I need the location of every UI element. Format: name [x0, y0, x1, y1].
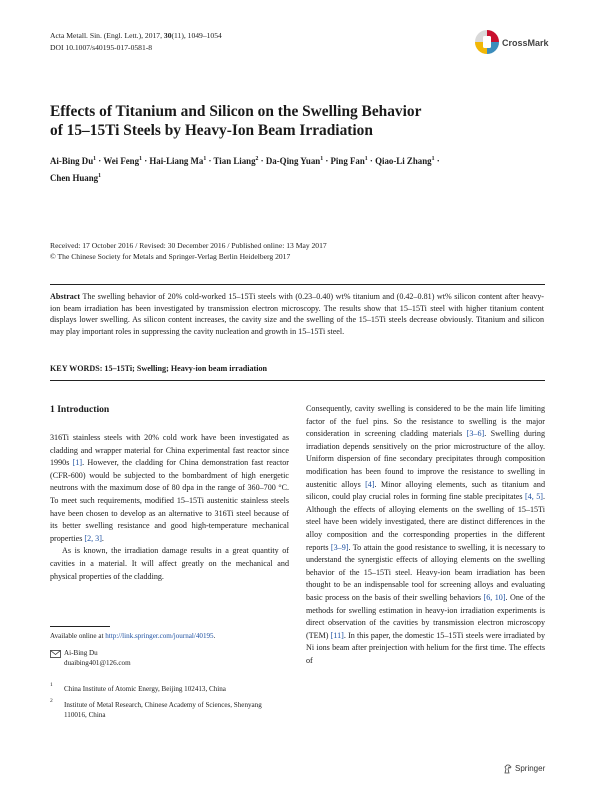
author[interactable]: Ping Fan$^1$ — [330, 155, 368, 166]
keywords: KEY WORDS: 15–15Ti; Swelling; Heavy-ion beam irradiation — [50, 364, 268, 373]
publisher-logo — [503, 764, 545, 774]
available-online: Available online at http://link.springer.com/journal/40195. — [50, 632, 216, 640]
author-list: Ai-Bing $Du^1$ · Wei Feng$^1$ · Hai-Liang $Ma^1$ · Tian Liang$^2$ · Da-Qing Yuan$^1$ · Ping Fan$^1$ · Qiao-Li Zhang$^1$ · Chen Huang$^1$ — [50, 155, 440, 184]
paragraph: As is known, the irradiation damage results in a great quantity of cavities in a material. It will affect greatly on the mechanical and physical properties of the cladding. — [50, 546, 289, 581]
publisher-name: Springer — [515, 764, 546, 774]
crossmark-logo-icon — [474, 27, 552, 57]
affiliation-number: 1 — [50, 682, 53, 688]
paragraph: Consequently, cavity swelling is considered to be the main life limiting factor of the fuel pins. So the resistance to swelling is the major consideration in screening cladding materials [3–6]. Swelling during irradiation depends sensitively on the prior microstructure of the alloy. Uniform dispersion of fine secondary precipitates through composition modification has been found to improve the resistance to swelling in austenitic alloys [4]. Minor alloying elements, such as titanium and silicon, could play crucial roles in forming fine stable precipitates [4, 5]. Although the effects of alloying elements on the swelling of 15–15Ti steel have been widely investigated, there are distinct differences in the alloy composition and the corresponding properties in the different reports [3–9]. To attain the good resistance to swelling, it is necessary to understand the synergistic effects of alloying elements on the swelling behavior of the 15–15Ti steel. Heavy-ion beam irradiation has been thought to be an indispensable tool for screening alloys and evaluating basic process on the basis of their swelling behaviors [6, 10]. One of the methods for swelling estimation in heavy-ion irradiation experiments is direct observation of the cavities by transmission electron microscopy (TEM) [11]. In this paper, the domestic 15–15Ti steels were irradiated by Ni ions beam after preinjection with helium for the first time. The effects of — [306, 404, 546, 665]
abstract-text: The swelling behavior of 20% cold-worked 15–15Ti steels with (0.23–0.40) wt% titanium and (0.42–0.81) wt% silicon content after heavy-ion beam irradiation has been investigated by transmission electron microscopy. The results show that 15–15Ti steel with higher titanium content displays lower swelling. As silicon content increases, the cavity size and the swelling of the 15–15Ti steels decrease obviously. Titanium and silicon may play important roles in suppressing the cavity nucleation and growth in 15–15Ti steel. — [50, 292, 544, 337]
article-title-line-2: of 15–15Ti Steels by Heavy-Ion Beam Irradiation — [50, 121, 373, 139]
paragraph: 316Ti stainless steels with 20% cold work have been investigated as cladding and wrapper material for China experimental fast reactor since 1990s [1]. However, the cladding for China demonstration fast reactor (CFR-600) would be subjected to the bombardment of high energetic neutrons with the maximum dose of 80 dpa in the range of 360–700 °C. To meet such requirements, modified 15–15Ti austenitic stainless steels have been chosen to develop as an alternative to 316Ti steel because of its better swelling resistance and good high-temperature mechanical properties [2, 3]. — [50, 433, 289, 543]
citation-link[interactable]: [1] — [72, 458, 83, 468]
copyright-line: © The Chinese Society for Metals and Springer-Verlag Berlin Heidelberg 2017 — [50, 252, 291, 261]
springer-horse-icon — [503, 764, 513, 774]
contact-name: Ai-Bing Du — [64, 649, 98, 657]
citation-link[interactable]: [4, 5] — [525, 492, 543, 502]
contact-email[interactable]: duaibing401@126.com — [64, 659, 131, 667]
author[interactable]: Da-Qing Yuan$^1$ — [265, 155, 324, 166]
abstract-label: Abstract — [50, 292, 81, 301]
author[interactable]: Wei Feng$^1$ — [103, 155, 142, 166]
abstract — [50, 291, 544, 338]
body-column-left — [50, 432, 289, 583]
citation-link[interactable]: [11] — [330, 630, 344, 640]
section-heading-introduction: 1 Introduction — [50, 404, 110, 415]
citation-link[interactable]: [6, 10] — [483, 592, 506, 602]
author[interactable]: Tian Liang$^2$ — [213, 155, 259, 166]
author[interactable]: Hai-Liang Ma$^1$ — [149, 155, 207, 166]
journal-citation — [50, 30, 222, 42]
citation-link[interactable]: [2, 3] — [84, 533, 102, 543]
affiliation-2: Institute of Metal Research, Chinese Academy of Sciences, Shenyang 110016, China — [64, 701, 262, 719]
footnote-rule — [50, 626, 110, 627]
corresponding-author — [64, 648, 131, 668]
body-column-right — [306, 403, 545, 667]
crossmark-badge[interactable] — [474, 27, 552, 57]
citation-link[interactable]: [3–9] — [330, 542, 349, 552]
publication-history — [50, 240, 327, 262]
citation-link[interactable]: [3–6] — [466, 429, 485, 439]
citation-suffix: (11), 1049–1054 — [171, 31, 222, 40]
journal-citation-block — [50, 30, 222, 53]
citation-prefix: Acta Metall. Sin. (Engl. Lett.), 2017, — [50, 31, 164, 40]
dates-line: Received: 17 October 2016 / Revised: 30 December 2016 / Published online: 13 May 2017 — [50, 241, 327, 250]
abstract-top-rule — [50, 284, 545, 285]
author[interactable]: Ai-Bing Du$^1$ — [50, 155, 97, 166]
citation-link[interactable]: [4] — [365, 479, 375, 489]
keywords-bottom-rule — [50, 380, 545, 381]
affiliation-1: China Institute of Atomic Energy, Beijing 102413, China — [64, 685, 226, 693]
journal-link[interactable]: http://link.springer.com/journal/40195 — [105, 632, 214, 640]
citation-volume: 30 — [163, 31, 172, 40]
article-title — [50, 103, 510, 140]
crossmark-label: CrossMark — [502, 38, 549, 48]
doi: DOI 10.1007/s40195-017-0581-8 — [50, 42, 153, 52]
author[interactable]: Qiao-Li Zhang$^1$ — [375, 155, 435, 166]
article-title-line-1: Effects of Titanium and Silicon on the Swelling Behavior — [50, 103, 422, 120]
affiliation-number: 2 — [50, 698, 53, 704]
author[interactable]: Chen Huang$^1$ — [50, 173, 101, 184]
envelope-icon — [50, 650, 61, 658]
